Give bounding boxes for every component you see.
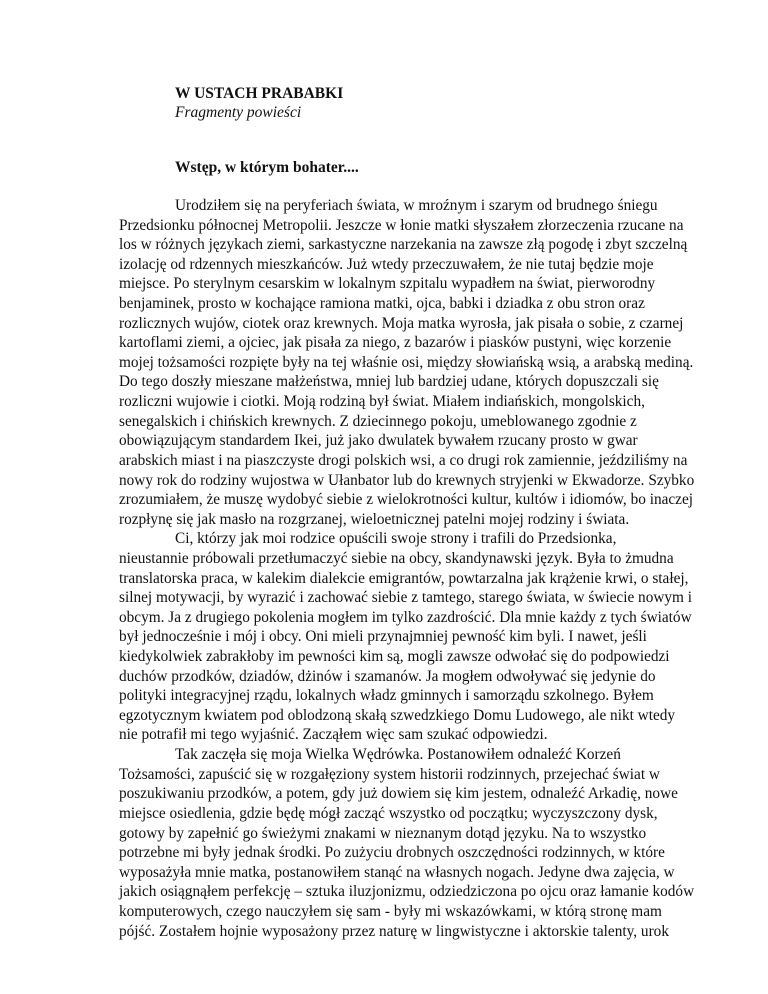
document-subtitle: Fragmenty powieści bbox=[175, 104, 302, 121]
text-line: Do tego doszły mieszane małżeństwa, mniej lub bardziej udane, których dopuszczali się bbox=[119, 373, 659, 391]
text-line: duchów przodków, dziadów, dżinów i szamanów. Ja mogłem odwoływać się jedynie do bbox=[119, 667, 656, 685]
text-line: kartoflami ziemi, a ojciec, jak pisała za niego, z bazarów i piasków pustyni, więc korzenie bbox=[119, 334, 672, 352]
text-line: los w różnych językach ziemi, sarkastyczne narzekania na zawsze złą pogodę i zbyt szczelną bbox=[119, 236, 688, 254]
text-line: nieustannie próbowali przetłumaczyć siebie na obcy, skandynawski język. Była to żmudna bbox=[119, 549, 674, 567]
text-line: egzotycznym kwiatem pod oblodzoną skałą szwedzkiego Domu Ludowego, ale nikt wtedy bbox=[119, 706, 676, 724]
text-line: wyposażyła mnie matka, postanowiłem stanąć na własnych nogach. Jedyne dwa zajęcia, w bbox=[119, 863, 675, 881]
text-line: senegalskich i chińskich krewnych. Z dziecinnego pokoju, umeblowanego zgodnie z bbox=[119, 412, 637, 430]
text-line: rozpłynę się jak masło na rozgrzanej, wieloetnicznej patelni mojej rodziny i świata. bbox=[119, 510, 630, 528]
text-line: obowiązującym standardem Ikei, już jako dwulatek bywałem rzucany prosto w gwar bbox=[119, 432, 638, 450]
text-line: był jednocześnie i mój i obcy. Oni mieli przynajmniej pewność kim byli. I nawet, jeśli bbox=[119, 628, 647, 646]
text-line: rozliczni wujowie i ciotki. Moją rodziną był świat. Miałem indiańskich, mongolskich, bbox=[119, 393, 645, 411]
text-line: kiedykolwiek zabrakłoby im pewności kim są, mogli zawsze odwołać się do podpowiedzi bbox=[119, 648, 670, 666]
text-line: Tożsamości, zapuścić się w rozgałęziony system historii rodzinnych, przejechać świat w bbox=[119, 765, 660, 783]
chapter-heading: Wstęp, w którym bohater.... bbox=[175, 159, 359, 176]
text-line: izolację od rdzennych mieszkańców. Już wtedy przeczuwałem, że nie tutaj będzie moje bbox=[119, 255, 654, 273]
text-line: komputerowych, czego nauczyłem się sam - były mi wskazówkami, w którą stronę mam bbox=[119, 902, 662, 920]
text-line: nowy rok do rodziny wujostwa w Ułanbator lub do krewnych stryjenki w Ekwadorze. Szybko bbox=[119, 471, 695, 489]
text-line: miejsce. Po sterylnym cesarskim w lokalnym szpitalu wypadłem na świat, pierworodny bbox=[119, 275, 656, 293]
text-line: arabskich miast i na piaszczyste drogi polskich wsi, a co drugi rok zamiennie, jeździliśmy na bbox=[119, 451, 688, 469]
body-text bbox=[119, 196, 695, 941]
text-line: translatorska praca, w kalekim dialekcie emigrantów, powtarzalna jak krążenie krwi, o stałej, bbox=[119, 569, 689, 587]
text-line: miejsce osiedlenia, gdzie będę mógł zacząć wszystko od początku; wyczyszczony dysk, bbox=[119, 804, 658, 822]
text-line: silnej motywacji, by wyrazić i zachować siebie z tamtego, starego świata, w świecie nowym i bbox=[119, 589, 693, 607]
text-line: polityki integracyjnej rządu, lokalnych władz gminnych i samorządu szkolnego. Byłem bbox=[119, 687, 654, 705]
paragraph-first-line: Tak zaczęła się moja Wielka Wędrówka. Postanowiłem odnaleźć Korzeń bbox=[175, 746, 621, 764]
paragraph-first-line: Urodziłem się na peryferiach świata, w mroźnym i szarym od brudnego śniegu bbox=[175, 197, 658, 214]
text-line: gotowy by zapełnić go świeżymi znakami w nieznanym dotąd języku. Na to wszystko bbox=[119, 824, 647, 842]
text-line: benjaminek, prosto w kochające ramiona matki, ojca, babki i dziadka z obu stron oraz bbox=[119, 295, 645, 313]
text-line: pójść. Zostałem hojnie wyposażony przez naturę w lingwistyczne i aktorskie talenty, urok bbox=[119, 922, 669, 940]
document-title: W USTACH PRABABKI bbox=[175, 85, 344, 102]
text-line: zrozumiałem, że muszę wydobyć siebie z wielokrotności kultur, kultów i idiomów, bo inaczej bbox=[119, 491, 693, 509]
text-line: jakich osiągnąłem perfekcję – sztuka iluzjonizmu, odziedziczona po ojcu oraz łamanie kodów bbox=[119, 883, 695, 901]
text-line: potrzebne mi były jednak środki. Po zużyciu drobnych oszczędności rodzinnych, w które bbox=[119, 844, 665, 862]
text-line: poszukiwaniu przodków, a potem, gdy już dowiem się kim jestem, odnaleźć Arkadię, nowe bbox=[119, 785, 678, 803]
paragraph-first-line: Ci, którzy jak moi rodzice opuścili swoje strony i trafili do Przedsionka, bbox=[175, 530, 617, 548]
text-line: Przedsionku północnej Metropolii. Jeszcze w łonie matki słyszałem złorzeczenia rzucane na bbox=[119, 216, 684, 234]
text-line: rozlicznych wujów, ciotek oraz krewnych. Moja matka wyrosła, jak pisała o sobie, z czarnej bbox=[119, 314, 684, 332]
text-line: nie potrafił mi tego wyjaśnić. Zacząłem więc sam szukać odpowiedzi. bbox=[119, 726, 548, 744]
text-line: obcym. Ja z drugiego pokolenia mogłem im tylko zazdrościć. Dla mnie każdy z tych światów bbox=[119, 608, 692, 626]
text-line: mojej tożsamości rozpięte były na tej właśnie osi, między słowiańską wsią, a arabską mediną. bbox=[119, 353, 694, 371]
